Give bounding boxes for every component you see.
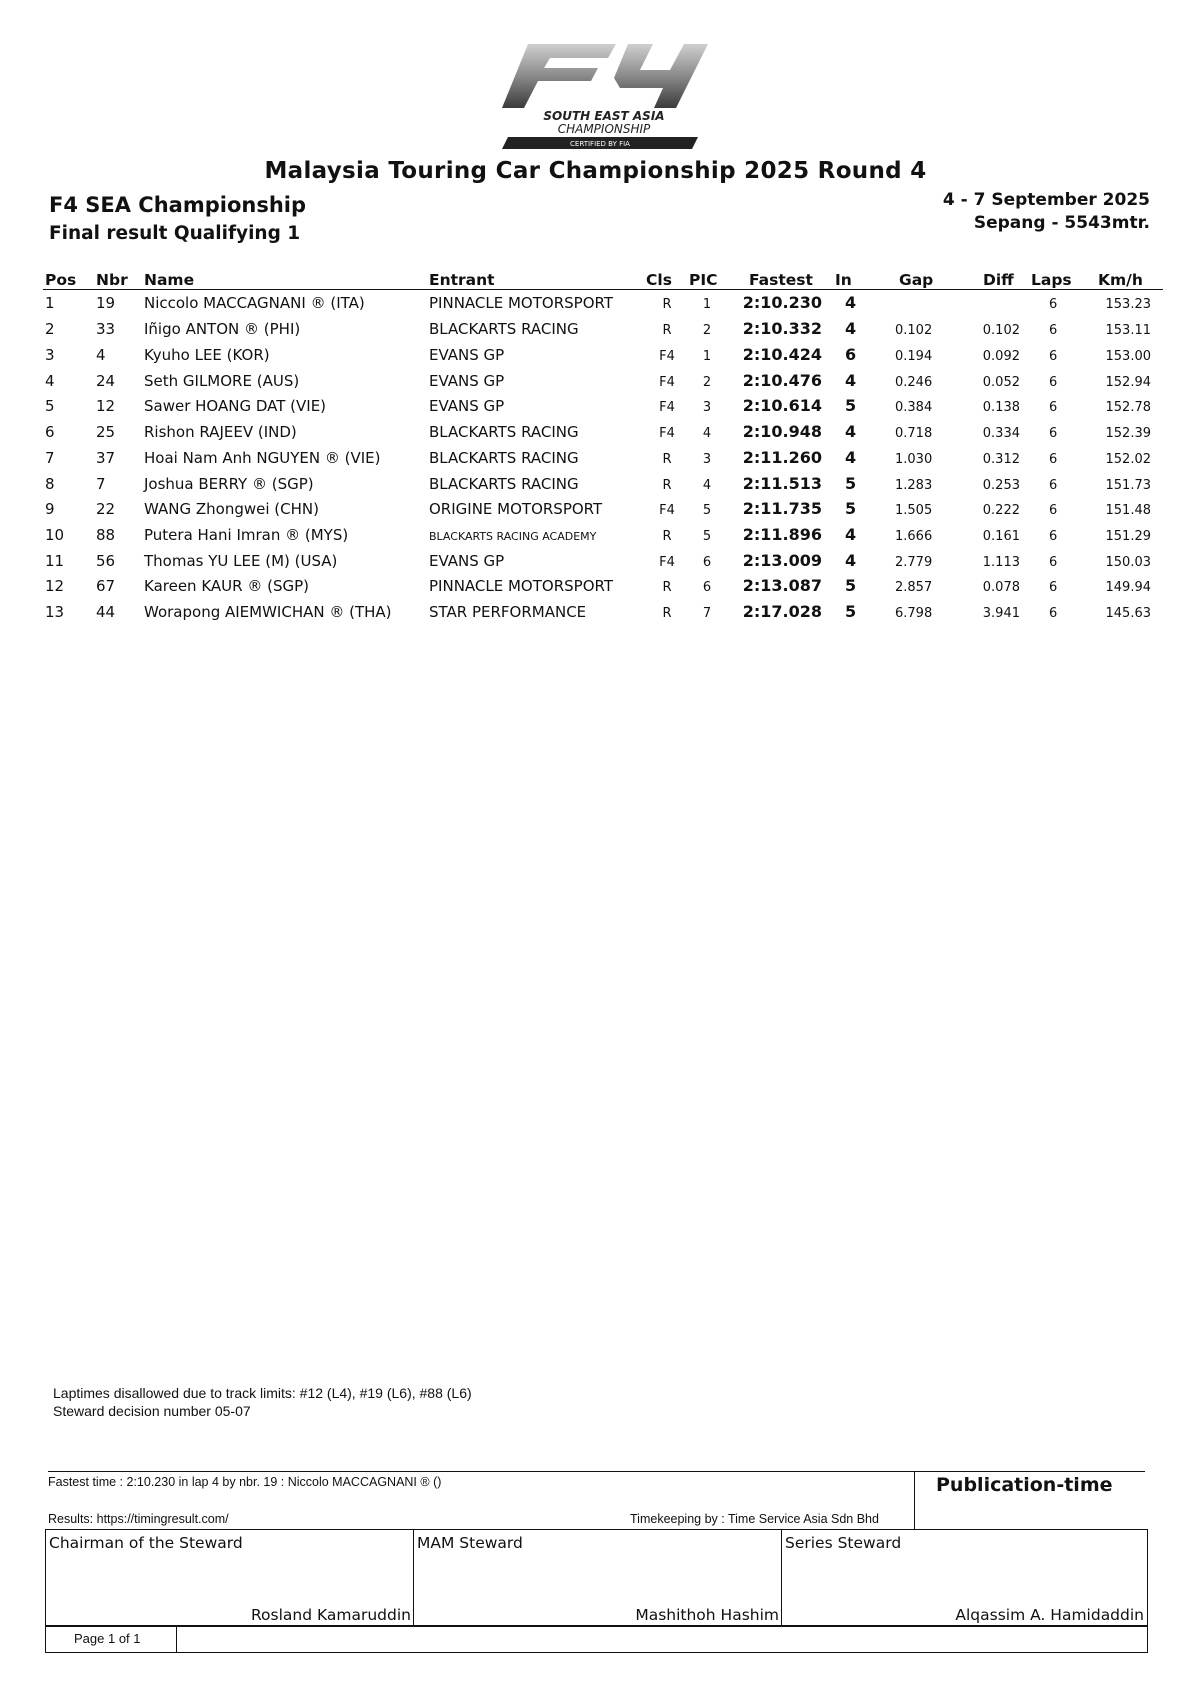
cell-kmh: 153.23 [1105, 297, 1151, 312]
col-header-cls: Cls [646, 271, 672, 289]
cell-fastest: 2:13.087 [742, 576, 822, 595]
cell-pic: 1 [702, 349, 712, 364]
steward-title-chairman: Chairman of the Steward [49, 1534, 243, 1552]
cell-diff: 0.052 [982, 375, 1020, 390]
results-url: Results: https://timingresult.com/ [48, 1512, 229, 1526]
cell-pos: 13 [45, 603, 65, 621]
cell-cls: R [662, 529, 672, 544]
timekeeping-credit: Timekeeping by : Time Service Asia Sdn Bhd [630, 1512, 879, 1526]
event-dates: 4 - 7 September 2025 [942, 190, 1150, 210]
cell-gap: 1.283 [895, 478, 933, 493]
table-row [0, 449, 1191, 475]
cell-nbr: 19 [96, 294, 116, 312]
cell-nbr: 44 [96, 603, 116, 621]
col-header-in: In [835, 271, 852, 289]
cell-gap: 2.779 [895, 555, 933, 570]
cell-nbr: 88 [96, 526, 116, 544]
publication-box-divider [914, 1471, 915, 1529]
cell-diff: 0.253 [982, 478, 1020, 493]
cell-kmh: 152.94 [1105, 375, 1151, 390]
col-header-name: Name [144, 271, 195, 289]
cell-cls: R [662, 580, 672, 595]
steward-decision-note: Steward decision number 05-07 [53, 1403, 251, 1419]
cell-pic: 6 [702, 580, 712, 595]
cell-pic: 4 [702, 478, 712, 493]
cell-cls: R [662, 297, 672, 312]
cell-laps: 6 [1049, 580, 1058, 595]
cell-laps: 6 [1049, 452, 1058, 467]
cell-gap: 0.102 [895, 323, 933, 338]
cell-name: Kareen KAUR ® (SGP) [144, 577, 309, 595]
cell-cls: F4 [659, 426, 675, 441]
notes-block [53, 1384, 472, 1420]
cell-diff: 1.113 [982, 555, 1020, 570]
cell-pos: 7 [45, 449, 55, 467]
cell-in-lap: 5 [845, 396, 857, 415]
cell-entrant: PINNACLE MOTORSPORT [429, 294, 613, 312]
cell-laps: 6 [1049, 297, 1058, 312]
cell-entrant: BLACKARTS RACING [429, 475, 579, 493]
cell-in-lap: 4 [845, 422, 857, 441]
footer-divider [48, 1471, 1145, 1472]
page-footer-divider [176, 1626, 177, 1652]
cell-entrant: EVANS GP [429, 397, 505, 415]
table-row [0, 423, 1191, 449]
cell-diff: 0.078 [982, 580, 1020, 595]
cell-name: Rishon RAJEEV (IND) [144, 423, 297, 441]
cell-diff: 0.334 [982, 426, 1020, 441]
cell-nbr: 22 [96, 500, 116, 518]
venue: Sepang - 5543mtr. [973, 213, 1150, 233]
cell-name: Hoai Nam Anh NGUYEN ® (VIE) [144, 449, 381, 467]
cell-pos: 3 [45, 346, 55, 364]
cell-cls: F4 [659, 349, 675, 364]
cell-in-lap: 4 [845, 293, 857, 312]
cell-entrant: EVANS GP [429, 552, 505, 570]
cell-pic: 2 [702, 375, 712, 390]
cell-entrant: BLACKARTS RACING [429, 449, 579, 467]
cell-pic: 5 [702, 529, 712, 544]
cell-name: Joshua BERRY ® (SGP) [144, 475, 314, 493]
cell-pos: 1 [45, 294, 55, 312]
championship-title: F4 SEA Championship [49, 193, 307, 217]
cell-kmh: 151.48 [1105, 503, 1151, 518]
cell-fastest: 2:13.009 [742, 551, 822, 570]
cell-cls: F4 [659, 400, 675, 415]
cell-cls: R [662, 478, 672, 493]
steward-name-series: Alqassim A. Hamidaddin [955, 1606, 1144, 1624]
cell-kmh: 149.94 [1105, 580, 1151, 595]
col-header-fastest: Fastest [749, 271, 813, 289]
table-row [0, 577, 1191, 603]
col-header-gap: Gap [899, 271, 934, 289]
table-row [0, 603, 1191, 629]
cell-kmh: 151.73 [1105, 478, 1151, 493]
cell-fastest: 2:10.332 [742, 319, 822, 338]
cell-name: Seth GILMORE (AUS) [144, 372, 300, 390]
cell-nbr: 7 [96, 475, 106, 493]
col-header-diff: Diff [983, 271, 1014, 289]
cell-kmh: 152.02 [1105, 452, 1151, 467]
cell-pic: 4 [702, 426, 712, 441]
table-row [0, 320, 1191, 346]
cell-gap: 0.718 [895, 426, 933, 441]
cell-laps: 6 [1049, 503, 1058, 518]
cell-laps: 6 [1049, 478, 1058, 493]
page-footer-bar [45, 1625, 1148, 1653]
cell-pic: 3 [702, 452, 712, 467]
cell-in-lap: 6 [845, 345, 857, 364]
steward-name-mam: Mashithoh Hashim [635, 1606, 779, 1624]
cell-nbr: 37 [96, 449, 116, 467]
cell-fastest: 2:11.896 [742, 525, 822, 544]
cell-name: Worapong AIEMWICHAN ® (THA) [144, 603, 392, 621]
cell-kmh: 152.78 [1105, 400, 1151, 415]
cell-nbr: 24 [96, 372, 116, 390]
cell-gap: 2.857 [895, 580, 933, 595]
cell-pos: 10 [45, 526, 65, 544]
publication-time-label: Publication-time [936, 1474, 1113, 1496]
steward-title-mam: MAM Steward [417, 1534, 523, 1552]
cell-kmh: 151.29 [1105, 529, 1151, 544]
cell-kmh: 150.03 [1105, 555, 1151, 570]
cell-in-lap: 4 [845, 448, 857, 467]
cell-diff: 0.161 [982, 529, 1020, 544]
cell-diff: 0.102 [982, 323, 1020, 338]
col-header-pos: Pos [45, 271, 77, 289]
cell-in-lap: 4 [845, 371, 857, 390]
cell-fastest: 2:11.735 [742, 499, 822, 518]
cell-pos: 5 [45, 397, 55, 415]
cell-pos: 6 [45, 423, 55, 441]
cell-diff: 3.941 [982, 606, 1020, 621]
f4-sea-championship-logo [488, 38, 720, 153]
cell-cls: R [662, 452, 672, 467]
cell-entrant: PINNACLE MOTORSPORT [429, 577, 613, 595]
col-header-laps: Laps [1031, 271, 1072, 289]
col-header-kmh: Km/h [1098, 271, 1143, 289]
cell-laps: 6 [1049, 555, 1058, 570]
cell-laps: 6 [1049, 400, 1058, 415]
cell-laps: 6 [1049, 426, 1058, 441]
col-header-entrant: Entrant [429, 271, 495, 289]
cell-gap: 6.798 [895, 606, 933, 621]
cell-nbr: 56 [96, 552, 116, 570]
table-row [0, 397, 1191, 423]
cell-entrant: BLACKARTS RACING [429, 423, 579, 441]
cell-fastest: 2:17.028 [742, 602, 822, 621]
cell-pic: 1 [702, 297, 712, 312]
cell-name: Thomas YU LEE (M) (USA) [144, 552, 338, 570]
cell-laps: 6 [1049, 375, 1058, 390]
cell-gap: 0.246 [895, 375, 933, 390]
cell-name: Niccolo MACCAGNANI ® (ITA) [144, 294, 365, 312]
cell-kmh: 145.63 [1105, 606, 1151, 621]
cell-cls: F4 [659, 375, 675, 390]
cell-kmh: 153.11 [1105, 323, 1151, 338]
cell-nbr: 33 [96, 320, 116, 338]
cell-pic: 2 [702, 323, 712, 338]
col-header-pic: PIC [689, 271, 718, 289]
cell-pic: 3 [702, 400, 712, 415]
cell-entrant: BLACKARTS RACING [429, 320, 579, 338]
cell-nbr: 12 [96, 397, 116, 415]
cell-fastest: 2:11.260 [742, 448, 822, 467]
table-row [0, 500, 1191, 526]
cell-entrant: BLACKARTS RACING ACADEMY [429, 530, 597, 543]
cell-pos: 8 [45, 475, 55, 493]
cell-kmh: 153.00 [1105, 349, 1151, 364]
cell-gap: 0.384 [895, 400, 933, 415]
steward-name-chairman: Rosland Kamaruddin [250, 1606, 411, 1624]
cell-nbr: 25 [96, 423, 116, 441]
cell-fastest: 2:11.513 [742, 474, 822, 493]
cell-entrant: STAR PERFORMANCE [429, 603, 587, 621]
table-row [0, 526, 1191, 552]
event-title: Malaysia Touring Car Championship 2025 Round 4 [264, 158, 927, 184]
cell-name: WANG Zhongwei (CHN) [144, 500, 319, 518]
steward-title-series: Series Steward [785, 1534, 902, 1552]
table-row [0, 294, 1191, 320]
logo-text-1: SOUTH EAST ASIA [543, 109, 665, 123]
cell-diff: 0.092 [982, 349, 1020, 364]
stewards-signature-box [45, 1529, 1148, 1627]
cell-in-lap: 4 [845, 319, 857, 338]
cell-pos: 9 [45, 500, 55, 518]
cell-fastest: 2:10.230 [742, 293, 822, 312]
cell-pos: 12 [45, 577, 65, 595]
cell-name: Kyuho LEE (KOR) [144, 346, 270, 364]
cell-gap: 0.194 [895, 349, 933, 364]
cell-gap: 1.666 [895, 529, 933, 544]
cell-entrant: EVANS GP [429, 346, 505, 364]
cell-diff: 0.312 [982, 452, 1020, 467]
cell-fastest: 2:10.614 [742, 396, 822, 415]
fastest-time-summary: Fastest time : 2:10.230 in lap 4 by nbr. 19 : Niccolo MACCAGNANI ® () [48, 1475, 442, 1489]
track-limits-note: Laptimes disallowed due to track limits: #12 (L4), #19 (L6), #88 (L6) [53, 1385, 472, 1401]
cell-pic: 5 [702, 503, 712, 518]
cell-cls: R [662, 606, 672, 621]
cell-pic: 7 [702, 606, 712, 621]
table-row [0, 346, 1191, 372]
cell-pic: 6 [702, 555, 712, 570]
logo-text-3: CERTIFIED BY FIA [570, 140, 630, 148]
cell-in-lap: 5 [845, 576, 857, 595]
cell-in-lap: 5 [845, 499, 857, 518]
cell-pos: 11 [45, 552, 65, 570]
cell-diff: 0.222 [982, 503, 1020, 518]
cell-pos: 4 [45, 372, 55, 390]
cell-nbr: 67 [96, 577, 116, 595]
col-header-nbr: Nbr [96, 271, 128, 289]
cell-fastest: 2:10.424 [742, 345, 822, 364]
cell-in-lap: 5 [845, 474, 857, 493]
table-row [0, 475, 1191, 501]
header-divider [43, 289, 1163, 290]
cell-nbr: 4 [96, 346, 106, 364]
cell-fastest: 2:10.948 [742, 422, 822, 441]
cell-gap: 1.505 [895, 503, 933, 518]
session-title: Final result Qualifying 1 [49, 223, 301, 244]
cell-cls: F4 [659, 503, 675, 518]
cell-fastest: 2:10.476 [742, 371, 822, 390]
cell-gap: 1.030 [895, 452, 933, 467]
page-number: Page 1 of 1 [74, 1631, 141, 1646]
cell-cls: R [662, 323, 672, 338]
cell-laps: 6 [1049, 323, 1058, 338]
cell-in-lap: 5 [845, 602, 857, 621]
cell-diff: 0.138 [982, 400, 1020, 415]
cell-laps: 6 [1049, 606, 1058, 621]
cell-name: Iñigo ANTON ® (PHI) [144, 320, 301, 338]
cell-pos: 2 [45, 320, 55, 338]
cell-name: Putera Hani Imran ® (MYS) [144, 526, 349, 544]
cell-entrant: EVANS GP [429, 372, 505, 390]
cell-kmh: 152.39 [1105, 426, 1151, 441]
cell-laps: 6 [1049, 529, 1058, 544]
cell-in-lap: 4 [845, 525, 857, 544]
cell-laps: 6 [1049, 349, 1058, 364]
table-row [0, 552, 1191, 578]
cell-name: Sawer HOANG DAT (VIE) [144, 397, 327, 415]
cell-in-lap: 4 [845, 551, 857, 570]
logo-text-2: CHAMPIONSHIP [557, 122, 651, 136]
cell-cls: F4 [659, 555, 675, 570]
table-row [0, 372, 1191, 398]
cell-entrant: ORIGINE MOTORSPORT [429, 500, 603, 518]
